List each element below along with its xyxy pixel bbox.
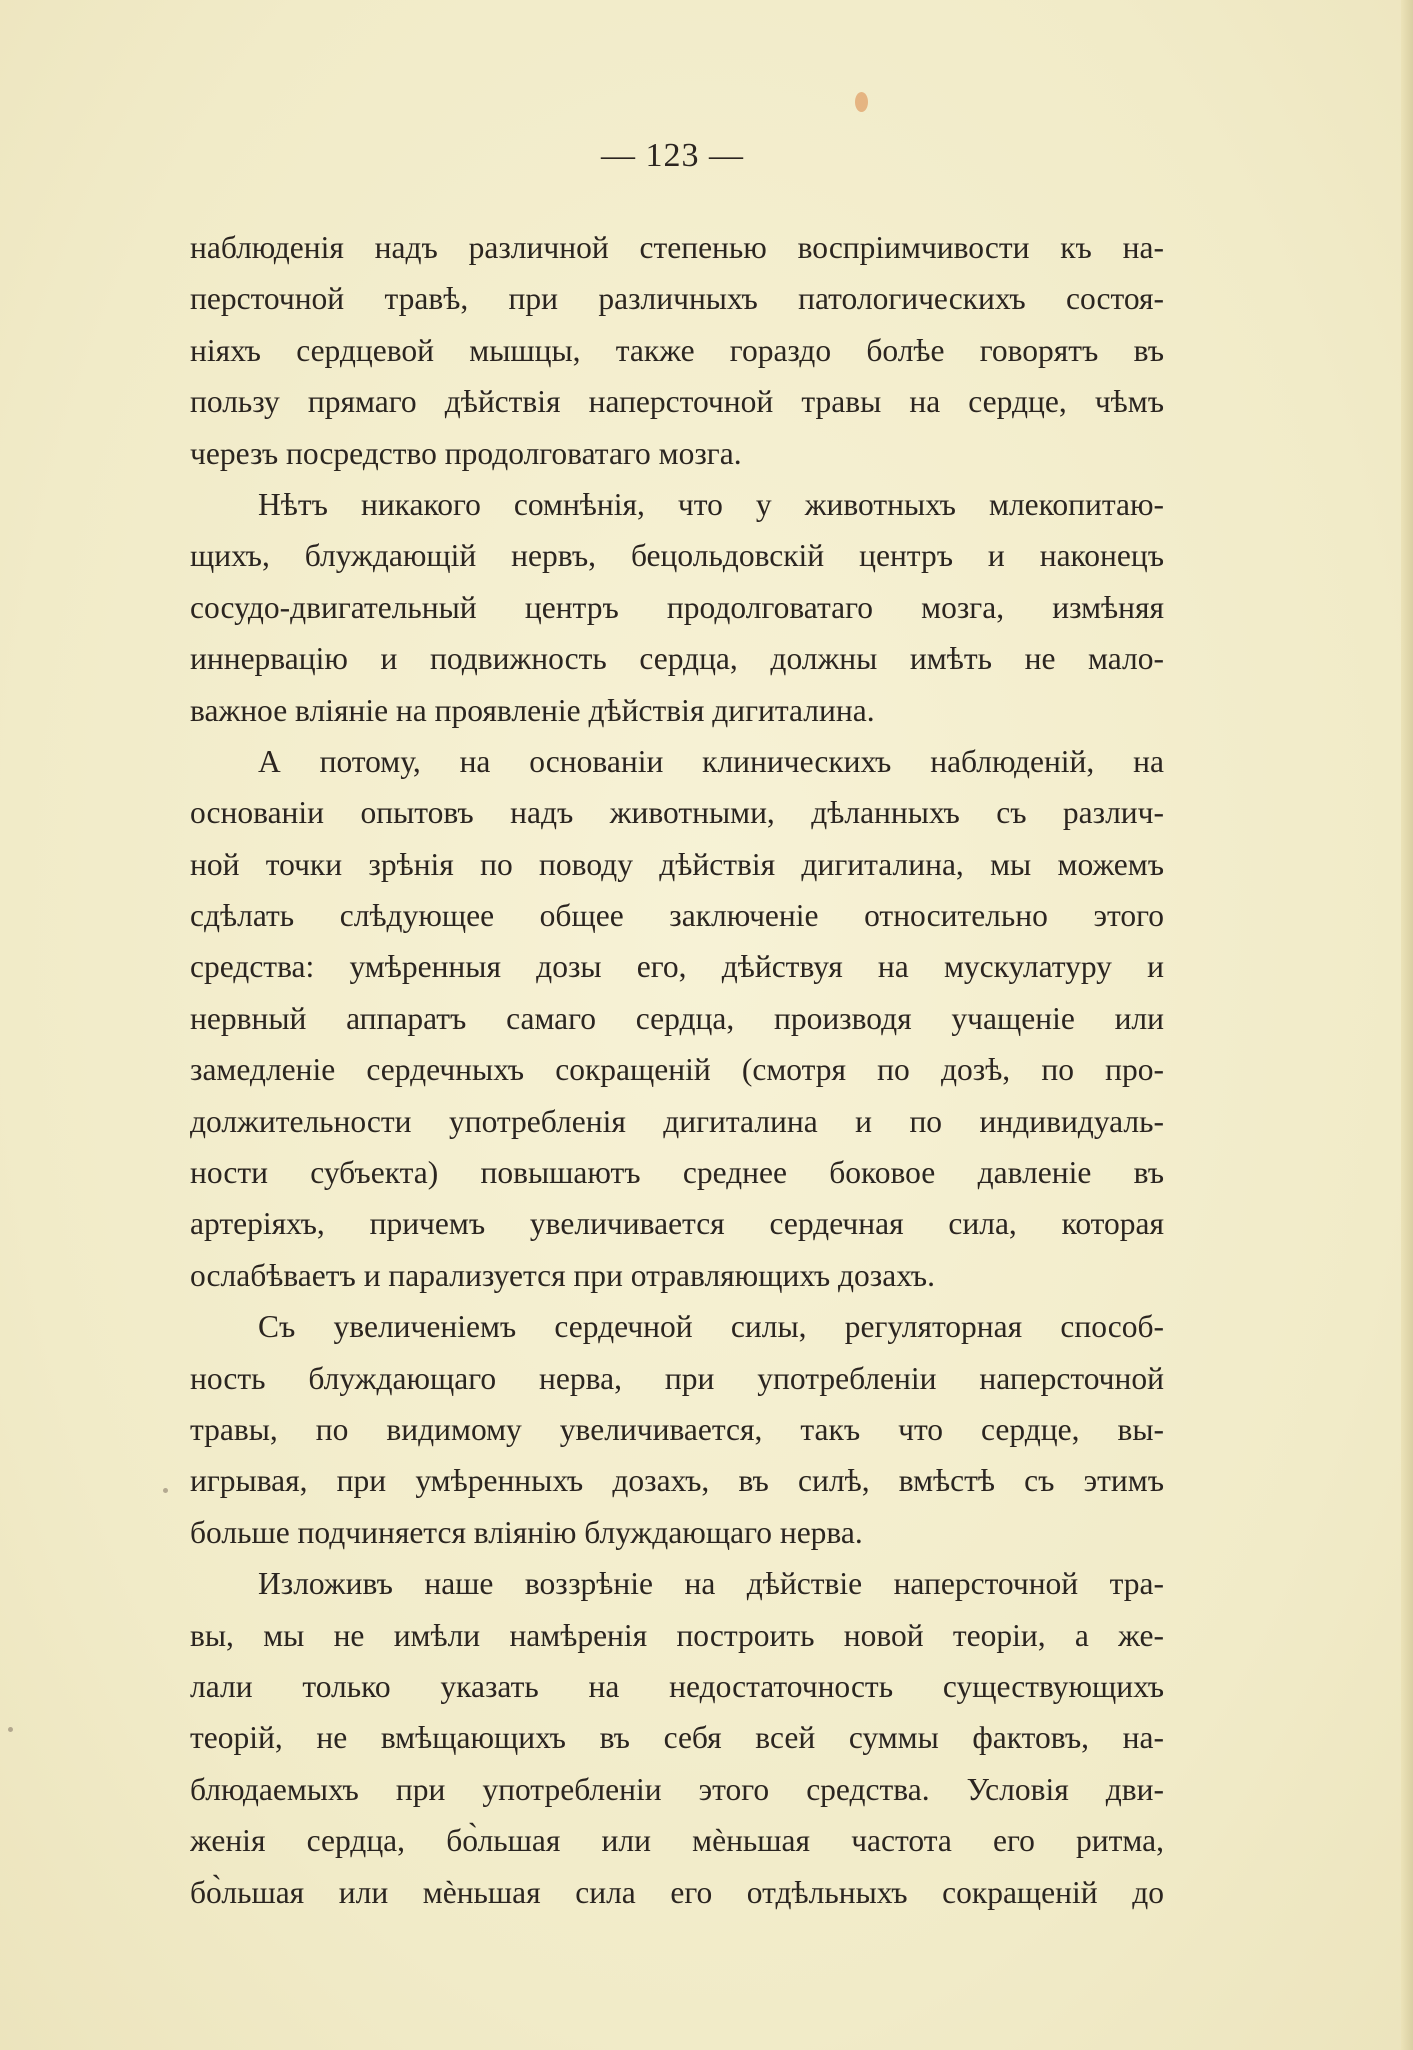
text-line: ность блуждающаго нерва, при употребленіи наперсточной bbox=[190, 1360, 1164, 1396]
text-line: блюдаемыхъ при употребленіи этого средства. Условія дви- bbox=[190, 1771, 1164, 1807]
text-line: Нѣтъ никакого сомнѣнія, что у животныхъ млекопитаю- bbox=[258, 486, 1164, 522]
text-line: сосудо-двигательный центръ продолговатаго мозга, измѣняя bbox=[190, 589, 1164, 625]
text-line: нервный аппаратъ самаго сердца, производя учащеніе или bbox=[190, 1000, 1164, 1036]
paper-stain bbox=[855, 92, 868, 112]
text-line: пользу прямаго дѣйствія наперсточной травы на сердце, чѣмъ bbox=[190, 384, 1164, 420]
text-line: персточной травѣ, при различныхъ патологическихъ состоя- bbox=[190, 281, 1164, 317]
text-line: бо̀льшая или мѐньшая сила его отдѣльныхъ сокращеній до bbox=[190, 1874, 1164, 1910]
text-line: Изложивъ наше воззрѣніе на дѣйствіе наперсточной тра- bbox=[258, 1566, 1164, 1602]
text-line: игрывая, при умѣренныхъ дозахъ, въ силѣ, вмѣстѣ съ этимъ bbox=[190, 1463, 1164, 1499]
page-fold-shadow bbox=[1401, 0, 1413, 2050]
text-line: А потому, на основаніи клиническихъ наблюденій, на bbox=[258, 743, 1164, 779]
text-line: черезъ посредство продолговатаго мозга. bbox=[190, 435, 742, 471]
paper-speck bbox=[163, 1488, 168, 1493]
text-line: лали только указать на недостаточность существующихъ bbox=[190, 1668, 1164, 1704]
text-line: должительности употребленія дигиталина и по индивидуаль- bbox=[190, 1103, 1164, 1139]
text-line: иннервацію и подвижность сердца, должны имѣть не мало- bbox=[190, 641, 1164, 677]
text-line: женія сердца, бо̀льшая или мѐньшая частота его ритма, bbox=[190, 1823, 1164, 1859]
text-line: щихъ, блуждающій нервъ, бецольдовскій центръ и наконецъ bbox=[190, 538, 1164, 574]
text-line: вы, мы не имѣли намѣренія построить новой теоріи, а же- bbox=[190, 1617, 1164, 1653]
text-line: сдѣлать слѣдующее общее заключеніе относительно этого bbox=[190, 898, 1164, 934]
text-line: замедленіе сердечныхъ сокращеній (смотря по дозѣ, по про- bbox=[190, 1052, 1164, 1088]
text-line: ности субъекта) повышаютъ среднее боковое давленіе въ bbox=[190, 1155, 1164, 1191]
text-line: теорій, не вмѣщающихъ въ себя всей суммы фактовъ, на- bbox=[190, 1720, 1164, 1756]
text-line: артеріяхъ, причемъ увеличивается сердечная сила, которая bbox=[190, 1206, 1164, 1242]
text-line: основаніи опытовъ надъ животными, дѣланныхъ съ различ- bbox=[190, 795, 1164, 831]
text-line: ной точки зрѣнія по поводу дѣйствія дигиталина, мы можемъ bbox=[190, 846, 1164, 882]
text-line: ослабѣваетъ и парализуется при отравляющихъ дозахъ. bbox=[190, 1257, 935, 1293]
text-line: травы, по видимому увеличивается, такъ что сердце, вы- bbox=[190, 1411, 1164, 1447]
text-line: важное вліяніе на проявленіе дѣйствія дигиталина. bbox=[190, 692, 875, 728]
text-line: ніяхъ сердцевой мышцы, также гораздо болѣе говорятъ въ bbox=[190, 332, 1164, 368]
text-line: средства: умѣренныя дозы его, дѣйствуя на мускулатуру и bbox=[190, 949, 1164, 985]
body-text bbox=[190, 222, 1164, 1918]
text-line: больше подчиняется вліянію блуждающаго нерва. bbox=[190, 1514, 863, 1550]
page-number: — 123 — bbox=[601, 137, 744, 174]
text-line: Съ увеличеніемъ сердечной силы, регуляторная способ- bbox=[258, 1309, 1164, 1345]
paper-speck bbox=[8, 1727, 13, 1732]
text-line: наблюденія надъ различной степенью воспріимчивости къ на- bbox=[190, 230, 1164, 265]
